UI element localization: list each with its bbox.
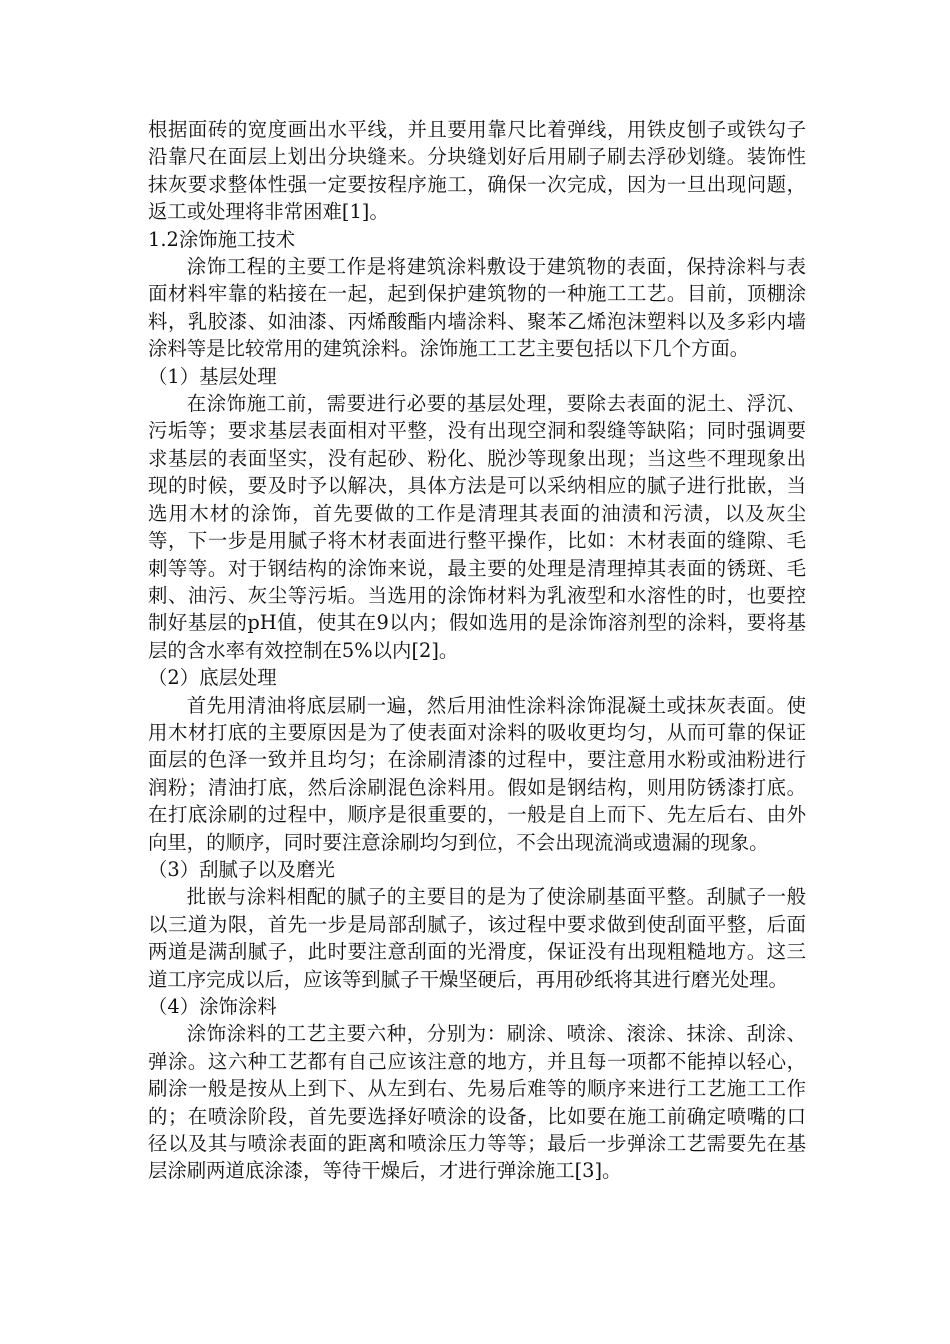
paragraph-intro: 涂饰工程的主要工作是将建筑涂料敷设于建筑物的表面，保持涂料与表面材料牢靠的粘接在一起，起到保护建筑物的一种施工工艺。目前，顶棚涂料，乳胶漆、如油漆、丙烯酸酯内墙涂料、聚苯乙烯泡沫塑料以及多彩内墙涂料等是比较常用的建筑涂料。涂饰施工工艺主要包括以下几个方面。 [148, 255, 806, 361]
subheading-coating-application: （4）涂饰涂料 [148, 995, 277, 1018]
subheading-base-treatment: （1）基层处理 [148, 364, 277, 388]
subheading-primer-treatment: （2）底层处理 [148, 666, 277, 690]
paragraph-coating-application: 涂饰涂料的工艺主要六种，分别为：刷涂、喷涂、滚涂、抹涂、刮涂、弹涂。这六种工艺都有自己应该注意的地方，并且每一项都不能掉以轻心，刷涂一般是按从上到下、从左到右、先易后难等的顺序来进行工艺施工工作的；在喷涂阶段，首先要选择好喷涂的设备，比如要在施工前确定喷嘴的口径以及其与喷涂表面的距离和喷涂压力等等；最后一步弹涂工艺需要先在基层涂刷两道底涂漆，等待干燥后，才进行弹涂施工[3]。 [148, 1022, 806, 1183]
paragraph-putty-sanding: 批嵌与涂料相配的腻子的主要目的是为了使涂刷基面平整。刮腻子一般以三道为限，首先一步是局部刮腻子，该过程中要求做到使刮面平整，后面两道是满刮腻子，此时要注意刮面的光滑度，保证没有出现粗糙地方。这三道工序完成以后，应该等到腻子干燥坚硬后，再用砂纸将其进行磨光处理。 [148, 885, 806, 991]
section-heading-1-2: 1.2涂饰施工技术 [148, 227, 296, 251]
subheading-putty-sanding: （3）刮腻子以及磨光 [148, 857, 335, 881]
document-body [148, 116, 806, 1185]
paragraph-base-treatment: 在涂饰施工前，需要进行必要的基层处理，要除去表面的泥土、浮沉、污垢等；要求基层表面相对平整，没有出现空洞和裂缝等缺陷；同时强调要求基层的表面坚实，没有起砂、粉化、脱沙等现象出现；当这些不理现象出现的时候，要及时予以解决，具体方法是可以采纳相应的腻子进行批嵌，当选用木材的涂饰，首先要做的工作是清理其表面的油渍和污渍，以及灰尘等，下一步是用腻子将木材表面进行整平操作，比如：木材表面的缝隙、毛刺等等。对于钢结构的涂饰来说，最主要的处理是清理掉其表面的锈斑、毛刺、油污、灰尘等污垢。当选用的涂饰材料为乳液型和水溶性的时，也要控制好基层的pH值，使其在9以内；假如选用的是涂饰溶剂型的涂料，要将基层的含水率有效控制在5%以内[2]。 [148, 392, 806, 662]
paragraph-primer-treatment: 首先用清油将底层刷一遍，然后用油性涂料涂饰混凝土或抹灰表面。使用木材打底的主要原因是为了使表面对涂料的吸收更均匀，从而可靠的保证面层的色泽一致并且均匀；在涂刷清漆的过程中，要注意用水粉或油粉进行润粉；清油打底，然后涂刷混色涂料用。假如是钢结构，则用防锈漆打底。在打底涂刷的过程中，顺序是很重要的，一般是自上而下、先左后右、由外向里，的顺序，同时要注意涂刷均匀到位，不会出现流淌或遗漏的现象。 [148, 693, 806, 854]
paragraph-continuation: 根据面砖的宽度画出水平线，并且要用靠尺比着弹线，用铁皮刨子或铁勾子沿靠尺在面层上划出分块缝来。分块缝划好后用刷子刷去浮砂划缝。装饰性抹灰要求整体性强一定要按程序施工，确保一次完成，因为一旦出现问题，返工或处理将非常困难[1]。 [148, 118, 806, 224]
